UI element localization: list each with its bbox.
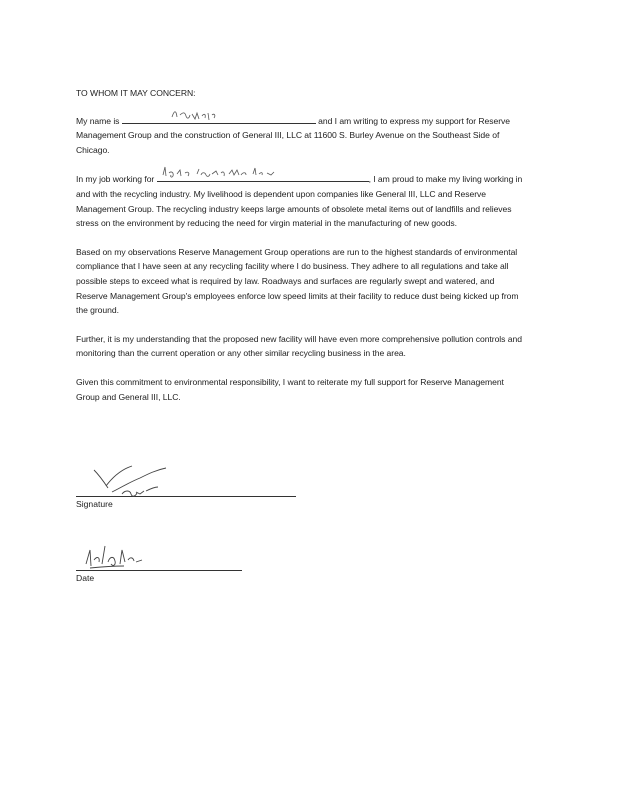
paragraph-job (76, 171, 526, 230)
paragraph-name-after: and I am writing to express my support for Reserve Management Group and the construction of General III, LLC at 11600 S. Burley Avenue on the Southeast Side of Chicago. (76, 115, 511, 155)
date-block (76, 530, 242, 583)
handwritten-signature (76, 456, 296, 498)
handwritten-employer-scribble (157, 163, 369, 181)
handwritten-name-scribble (122, 105, 316, 123)
signature-label: Signature (76, 499, 113, 509)
date-label: Date (76, 573, 95, 583)
paragraph-name-before: My name is (76, 115, 120, 126)
date-line (76, 530, 242, 571)
name-handwritten-field (122, 113, 316, 124)
paragraph-observations: Based on my observations Reserve Management Group operations are run to the highest standards of environmental compliance that I have seen at any recycling facility where I do business. They adhere to all regulations and take all possible steps to exceed what is required by law. Roadways and surfaces are regularly swept and watered, and Reserve Management Group's employees enforce low speed limits at their facility to reduce dust being kicked up from the ground. (76, 246, 519, 316)
employer-handwritten-field (157, 171, 369, 182)
signature-line (76, 456, 296, 497)
paragraph-closing: Given this commitment to environmental responsibility, I want to reiterate my full support for Reserve Management Group and General III, LLC. (76, 376, 504, 402)
letter-body (76, 86, 526, 418)
letter-greeting: TO WHOM IT MAY CONCERN: (76, 88, 196, 98)
paragraph-further: Further, it is my understanding that the proposed new facility will have even more comprehensive pollution controls and monitoring than the current operation or any other similar recycling business in the area. (76, 333, 522, 359)
handwritten-date (76, 530, 242, 572)
paragraph-job-after: , I am proud to make my living working in and with the recycling industry. My livelihood is dependent upon companies like General III, LLC and Reserve Management Group. The recycling industry keeps large amounts of obsolete metal items out of landfills and relieves stress on the environment by reducing the need for virgin material in the manufacturing of new goods. (76, 174, 523, 229)
signature-block (76, 456, 296, 509)
paragraph-name (76, 113, 526, 158)
paragraph-job-before: In my job working for (76, 174, 155, 185)
